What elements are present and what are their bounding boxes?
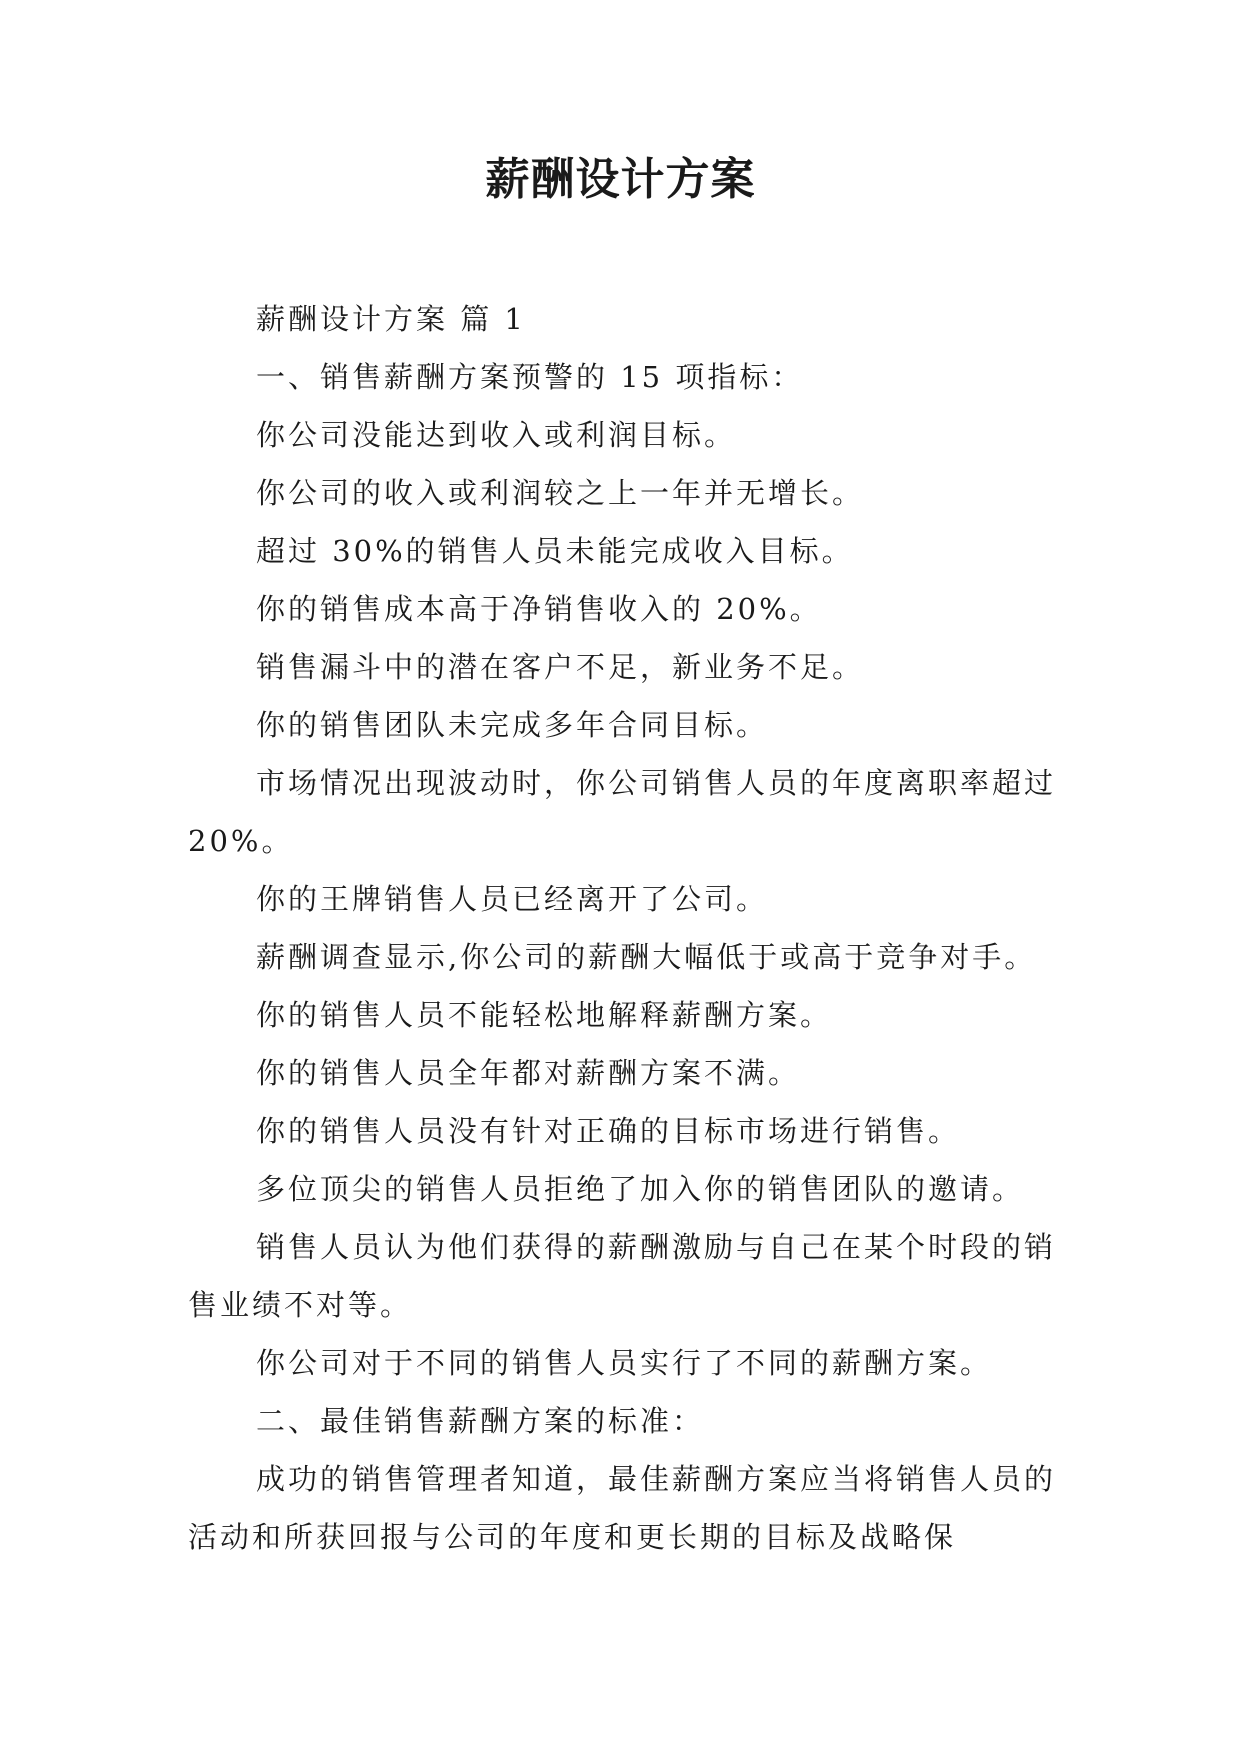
paragraph: 你的销售成本高于净销售收入的 20%。: [256, 592, 822, 626]
paragraph: 薪酬调查显示,你公司的薪酬大幅低于或高于竞争对手。: [256, 940, 1037, 974]
paragraph: 你的销售人员不能轻松地解释薪酬方案。: [256, 998, 833, 1032]
document-title: 薪酬设计方案: [485, 154, 756, 205]
paragraph: 市场情况出现波动时，你公司销售人员的年度离职率超过 20%。: [188, 766, 1057, 858]
paragraph: 你的销售人员没有针对正确的目标市场进行销售。: [256, 1114, 961, 1148]
paragraph: 销售人员认为他们获得的薪酬激励与自己在某个时段的销售业绩不对等。: [188, 1230, 1057, 1322]
paragraph: 你的王牌销售人员已经离开了公司。: [256, 882, 769, 916]
document-body: [188, 290, 1058, 1566]
paragraph: 成功的销售管理者知道，最佳薪酬方案应当将销售人员的活动和所获回报与公司的年度和更长期的目标及战略保: [188, 1462, 1057, 1554]
paragraph: 超过 30%的销售人员未能完成收入目标。: [256, 534, 854, 568]
paragraph: 你公司的收入或利润较之上一年并无增长。: [256, 476, 865, 510]
paragraph: 你公司没能达到收入或利润目标。: [256, 418, 737, 452]
paragraph-heading-two: 二、最佳销售薪酬方案的标准：: [256, 1404, 705, 1438]
paragraph-heading-one: 一、销售薪酬方案预警的 15 项指标：: [256, 360, 804, 394]
paragraph: 你的销售人员全年都对薪酬方案不满。: [256, 1056, 801, 1090]
paragraph: 销售漏斗中的潜在客户不足，新业务不足。: [256, 650, 865, 684]
paragraph-section-heading: 薪酬设计方案 篇 1: [256, 302, 526, 336]
paragraph: 你的销售团队未完成多年合同目标。: [256, 708, 769, 742]
paragraph: 你公司对于不同的销售人员实行了不同的薪酬方案。: [256, 1346, 993, 1380]
paragraph: 多位顶尖的销售人员拒绝了加入你的销售团队的邀请。: [256, 1172, 1025, 1206]
